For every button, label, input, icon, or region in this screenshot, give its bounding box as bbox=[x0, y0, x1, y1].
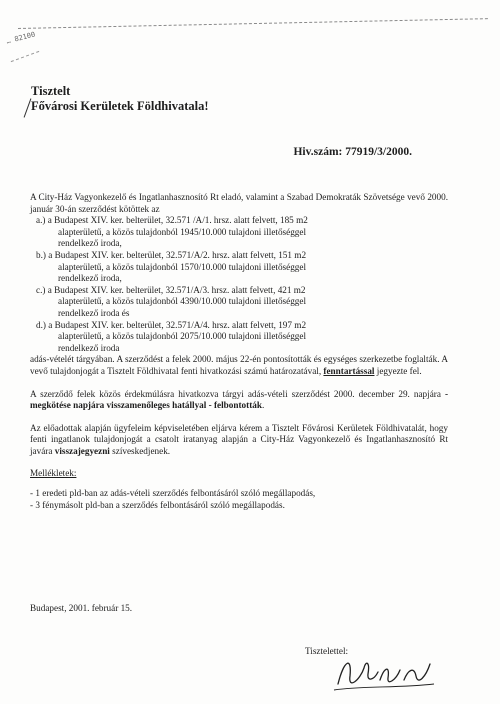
corner-stamp: … 82100 bbox=[5, 30, 37, 46]
request-paragraph: Az előadottak alapján ügyfeleim képviseletében eljárva kérem a Tisztelt Fővárosi Kerületek Földhivatalát, hogy fenti ingatlanok tulajdonjogát a csatolt iratanyag alapján a City-Ház Vagyonkezelő és Ingatlanhasznosító Rt javára visszajegyezni szíveskedjenek. bbox=[30, 422, 448, 456]
property-item bbox=[30, 320, 448, 355]
item-line1: a Budapest XIV. ker. belterület, 32.571/A/3. hrsz. alatt felvett, 421 m2 bbox=[47, 284, 306, 295]
item-label: c.) bbox=[36, 284, 46, 295]
signature bbox=[330, 650, 440, 696]
item-line2: alapterületű, a közös tulajdonból 4390/10.000 tulajdoni illetőséggel bbox=[58, 296, 307, 307]
property-item bbox=[30, 215, 448, 250]
attachment-item: - 3 fénymásolt pld-ban a szerződés felbontásáról szóló megállapodás. bbox=[30, 499, 285, 510]
sale-paragraph: adás-vételét tárgyában. A szerződést a felek 2000. május 22-én pontosították és egységes szerkezetbe foglalták. A vevő tulajdonjogát a Tisztelt Földhivatal fenti hivatkozási számú határozatával, fenntartással jegyezte fel. bbox=[30, 354, 448, 376]
attachment-item: - 1 eredeti pld-ban az adás-vételi szerződés felbontásáról szóló megállapodás, bbox=[30, 488, 316, 499]
reference-number: Hiv.szám: 77919/3/2000. bbox=[293, 146, 412, 158]
item-line2: alapterületű, a közös tulajdonból 1570/10.000 tulajdoni illetőséggel bbox=[58, 261, 307, 272]
item-line2: alapterületű, a közös tulajdonból 2075/10.000 tulajdoni illetőséggel bbox=[58, 331, 307, 342]
emphasis-fenntartassal: fenntartással bbox=[323, 365, 375, 376]
emphasis-visszajegyezni: visszajegyezni bbox=[54, 445, 110, 456]
addressee bbox=[31, 84, 209, 114]
item-line1: a Budapest XIV. ker. belterület, 32.571/A/4. hrsz. alatt felvett, 197 m2 bbox=[48, 319, 307, 330]
item-label: d.) bbox=[36, 319, 46, 330]
item-line3: rendelkező iroda, bbox=[58, 273, 122, 284]
item-line3: rendelkező iroda, bbox=[58, 238, 122, 249]
item-label: a.) bbox=[36, 215, 46, 226]
emphasis-felbontottak: - megkötése napjára visszamenőleges hatállyal - felbontották bbox=[30, 388, 448, 411]
cancellation-paragraph: A szerződő felek közös érdekmúlásra hivatkozva tárgyi adás-vételi szerződést 2000. december 29. napjára - megkötése napjára visszamenőleges hatállyal - felbontották. bbox=[30, 388, 448, 411]
letter-body bbox=[30, 192, 448, 511]
item-line3: rendelkező iroda bbox=[58, 342, 120, 353]
item-line1: a Budapest XIV. ker. belterület, 32.571/A/2. hrsz. alatt felvett, 151 m2 bbox=[48, 249, 307, 260]
property-item bbox=[30, 285, 448, 320]
addressee-line1: Tisztelt bbox=[31, 84, 71, 98]
date-line: Budapest, 2001. február 15. bbox=[30, 603, 133, 613]
scan-edge-line bbox=[18, 18, 488, 29]
property-item bbox=[30, 250, 448, 285]
corner-dash bbox=[11, 51, 40, 62]
item-line2: alapterületű, a közös tulajdonból 1945/10.000 tulajdoni illetőséggel bbox=[58, 226, 307, 237]
item-label: b.) bbox=[36, 249, 46, 260]
closing: Tisztelettel: bbox=[305, 646, 349, 656]
item-line3: rendelkező iroda és bbox=[58, 307, 130, 318]
attachments-heading: Mellékletek: bbox=[30, 468, 77, 479]
addressee-line2: Fővárosi Kerületek Földhivatala! bbox=[31, 99, 209, 113]
item-line1: a Budapest XIV. ker. belterület, 32.571 /A/1. hrsz. alatt felvett, 185 m2 bbox=[47, 215, 308, 226]
property-list bbox=[30, 215, 448, 354]
intro-paragraph: A City-Ház Vagyonkezelő és Ingatlanhasznosító Rt eladó, valamint a Szabad Demokraták Szövetsége vevő 2000. január 30-án szerződést kötöttek az bbox=[30, 192, 448, 214]
